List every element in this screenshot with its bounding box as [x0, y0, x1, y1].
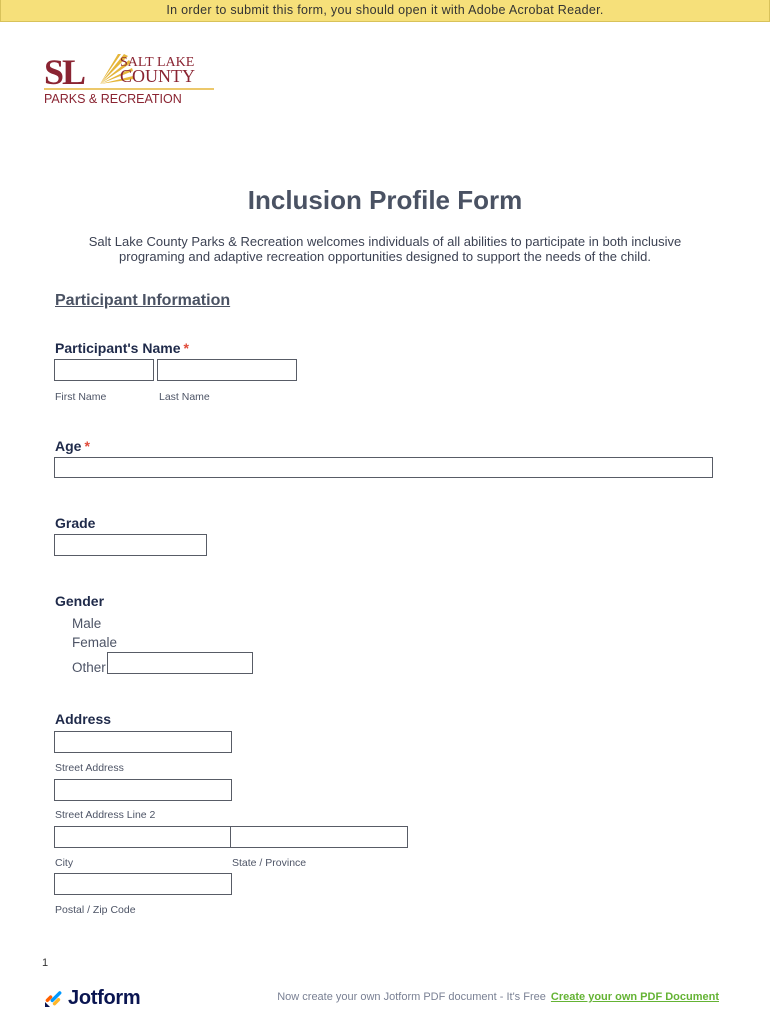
footer-promo-text: Now create your own Jotform PDF document - It's Free — [277, 991, 546, 1003]
street-address-sublabel: Street Address — [55, 762, 124, 774]
grade-label: Grade — [55, 515, 96, 531]
jotform-logo-icon — [44, 988, 64, 1008]
logo-line-3: PARKS & RECREATION — [44, 92, 182, 106]
last-name-input[interactable] — [157, 359, 297, 381]
gender-option-male[interactable]: Male — [72, 616, 102, 631]
gender-other-input[interactable] — [107, 652, 253, 674]
last-name-sublabel: Last Name — [159, 391, 210, 403]
logo-mark: SL — [44, 52, 85, 92]
footer-promo — [277, 991, 719, 1003]
participant-name-label — [55, 340, 189, 356]
state-province-sublabel: State / Province — [232, 857, 307, 869]
acrobat-notice-banner: In order to submit this form, you should open it with Adobe Acrobat Reader. — [0, 0, 770, 22]
postal-zip-input[interactable] — [54, 873, 232, 895]
gender-label: Gender — [55, 593, 105, 609]
form-description: Salt Lake County Parks & Recreation welcomes individuals of all abilities to participate in both inclusive programing and adaptive recreation opportunities designed to support the needs of the child. — [88, 234, 682, 264]
required-marker: * — [84, 438, 90, 454]
first-name-input[interactable] — [54, 359, 154, 381]
participant-name-label-text: Participant's Name — [55, 340, 181, 356]
street-address-input[interactable] — [54, 731, 232, 753]
city-sublabel: City — [55, 857, 74, 869]
gender-option-female[interactable]: Female — [72, 635, 118, 650]
first-name-sublabel: First Name — [55, 391, 107, 403]
street-address-line-2-sublabel: Street Address Line 2 — [55, 809, 156, 821]
address-label: Address — [55, 711, 112, 727]
city-input[interactable] — [54, 826, 232, 848]
street-address-line-2-input[interactable] — [54, 779, 232, 801]
jotform-brand-name: Jotform — [68, 986, 141, 1009]
required-marker: * — [183, 340, 189, 356]
postal-zip-sublabel: Postal / Zip Code — [55, 904, 136, 916]
page-number: 1 — [42, 957, 49, 969]
age-label-text: Age — [55, 438, 82, 454]
logo-line-2: COUNTY — [120, 66, 195, 86]
state-province-input[interactable] — [230, 826, 408, 848]
age-label — [55, 438, 90, 454]
gender-option-other[interactable]: Other — [72, 660, 106, 675]
logo-line-1: SALT LAKE — [120, 55, 195, 70]
create-pdf-link[interactable]: Create your own PDF Document — [550, 991, 719, 1003]
section-heading-participant-information: Participant Information — [55, 292, 231, 309]
age-input[interactable] — [54, 457, 713, 478]
form-title: Inclusion Profile Form — [247, 185, 523, 215]
grade-input[interactable] — [54, 534, 207, 556]
jotform-brand[interactable] — [44, 986, 140, 1010]
salt-lake-county-logo — [44, 52, 220, 108]
